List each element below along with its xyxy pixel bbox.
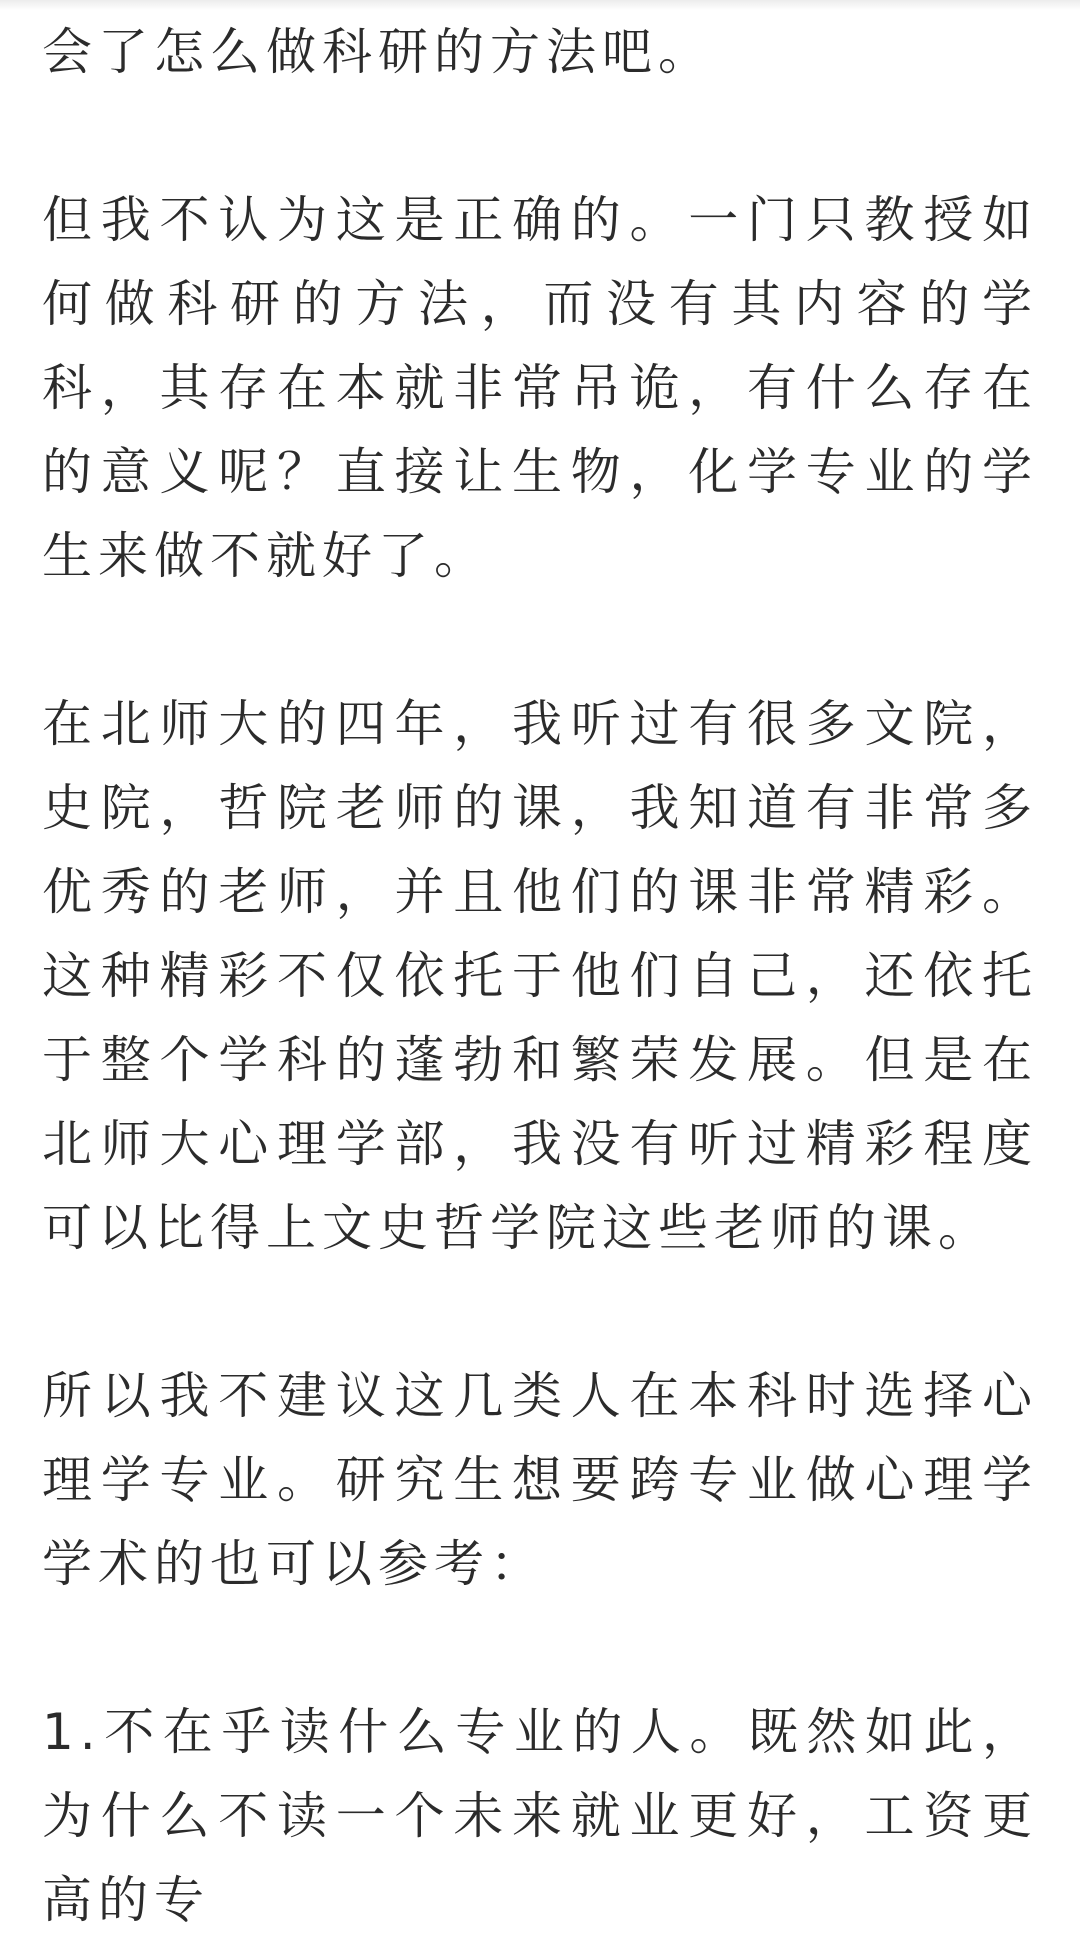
paragraph-objection: 但我不认为这是正确的。一门只教授如何做科研的方法，而没有其内容的学科，其存在本就非常吊诡，有什么存在的意义呢？直接让生物，化学专业的学生来做不就好了。 [42,191,1038,585]
paragraph-method: 会了怎么做科研的方法吧。 [42,23,714,81]
paragraph-recommendation: 所以我不建议这几类人在本科时选择心理学专业。研究生想要跨专业做心理学学术的也可以参考： [42,1367,1038,1593]
top-divider [0,0,1080,10]
article-body [42,10,1038,1929]
paragraph-bnu-experience: 在北师大的四年，我听过有很多文院，史院，哲院老师的课，我知道有非常多优秀的老师，并且他们的课非常精彩。这种精彩不仅依托于他们自己，还依托于整个学科的蓬勃和繁荣发展。但是在北师大心理学部，我没有听过精彩程度可以比得上文史哲学院这些老师的课。 [42,695,1038,1257]
paragraph-list-item-1: 1.不在乎读什么专业的人。既然如此，为什么不读一个未来就业更好，工资更高的专 [42,1703,1038,1929]
